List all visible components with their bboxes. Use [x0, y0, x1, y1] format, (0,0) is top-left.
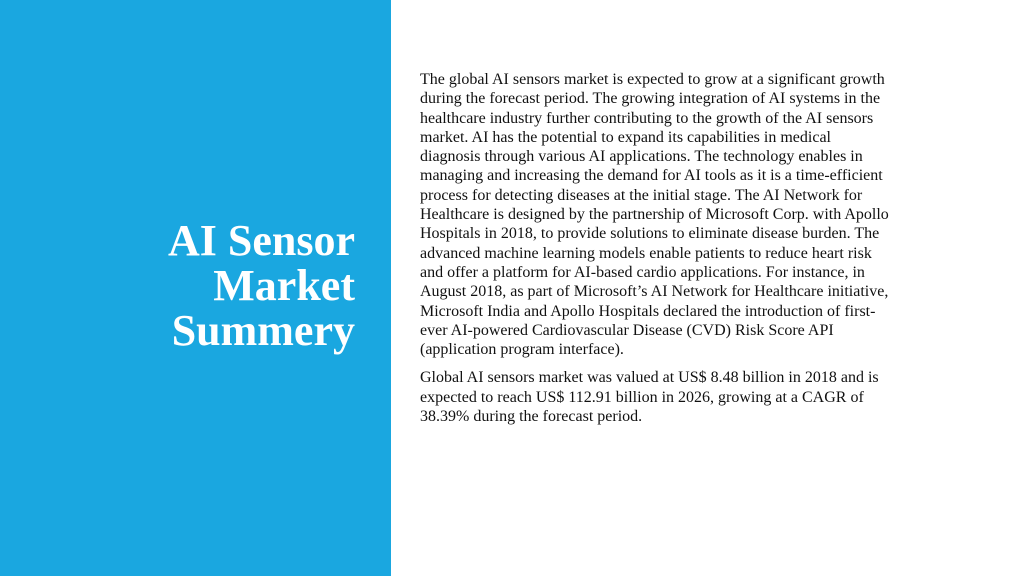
slide-title-line-3: Summery	[171, 306, 355, 355]
slide-title-line-2: Market	[213, 261, 355, 310]
summary-paragraph-2: Global AI sensors market was valued at US$ 8.48 billion in 2018 and is expected to reach US$ 112.91 billion in 2026, growing at a CAGR of 38.39% during the forecast period.	[420, 369, 879, 426]
slide-title	[25, 218, 355, 353]
summary-text-block	[420, 70, 960, 435]
slide-title-line-1: AI Sensor	[167, 216, 355, 265]
left-accent-panel	[0, 0, 391, 576]
summary-paragraph-1: The global AI sensors market is expected to grow at a significant growth during the forecast period. The growing integration of AI systems in the healthcare industry further contributing to the growth of the AI sensors market. AI has the potential to expand its capabilities in medical diagnosis through various AI applications. The technology enables in managing and increasing the demand for AI tools as it is a time-efficient process for detecting diseases at the initial stage. The AI Network for Healthcare is designed by the partnership of Microsoft Corp. with Apollo Hospitals in 2018, to provide solutions to eliminate disease burden. The advanced machine learning models enable patients to reduce heart risk and offer a platform for AI-based cardio applications. For instance, in August 2018, as part of Microsoft’s AI Network for Healthcare initiative, Microsoft India and Apollo Hospitals declared the introduction of first- ever AI-powered Cardiovascular Disease (CVD) Risk Score API (application program interface).	[420, 71, 889, 359]
